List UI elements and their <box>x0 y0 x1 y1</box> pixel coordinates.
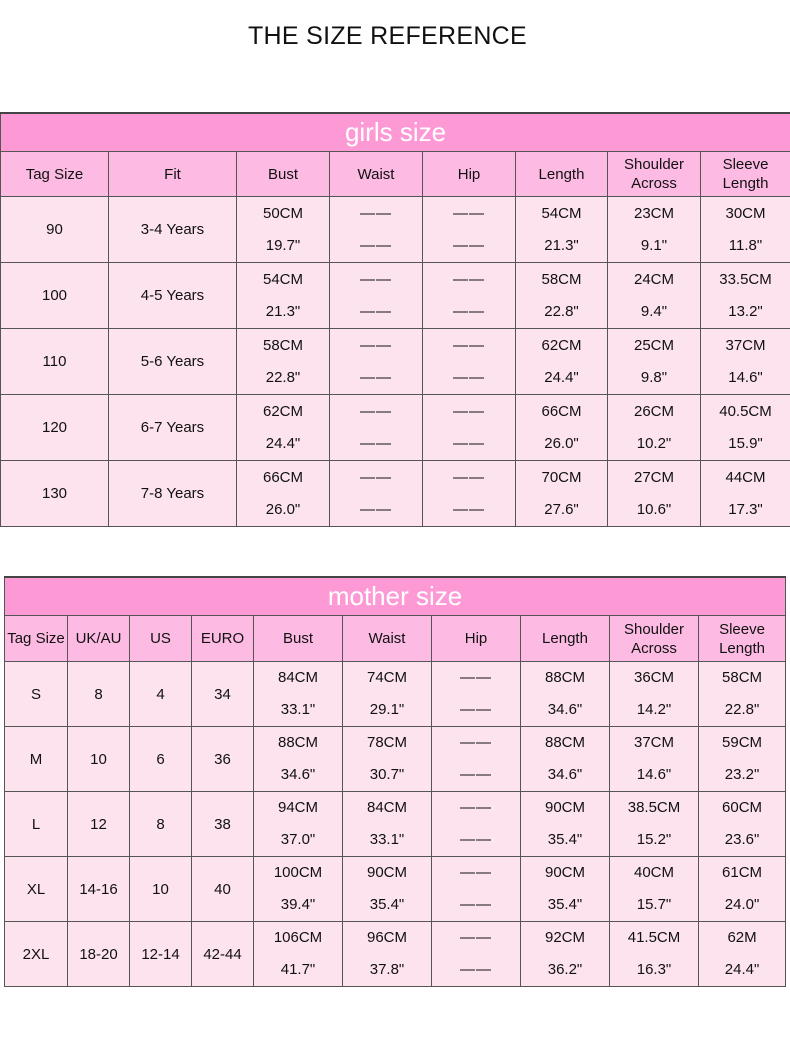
length-cell <box>521 857 610 922</box>
waist-cell-cm: 96CM <box>366 929 407 946</box>
sleeve-cell <box>699 792 786 857</box>
length-cell <box>516 461 608 527</box>
hip-cell-cm: —— <box>460 669 492 686</box>
waist-cell-inch: 29.1" <box>369 701 405 718</box>
waist-cell-cm: 78CM <box>366 734 407 751</box>
length-cell-cm: 54CM <box>541 204 582 222</box>
waist-cell <box>343 792 432 857</box>
bust-cell-cm: 62CM <box>262 402 303 420</box>
shoulder-cell-cm: 37CM <box>633 734 674 751</box>
table-row <box>5 792 786 857</box>
hip-cell-inch: —— <box>460 831 492 848</box>
length-cell-inch: 35.4" <box>547 896 583 913</box>
waist-cell-inch: —— <box>360 500 392 518</box>
waist-cell-inch: —— <box>360 236 392 254</box>
hip-cell-inch: —— <box>453 302 485 320</box>
bust-cell-cm: 54CM <box>262 270 303 288</box>
waist-cell <box>330 197 423 263</box>
length-cell-inch: 24.4" <box>544 368 579 386</box>
waist-cell-cm: 84CM <box>366 799 407 816</box>
hip-cell-cm: —— <box>453 204 485 222</box>
waist-cell-inch: —— <box>360 302 392 320</box>
length-cell <box>516 197 608 263</box>
tag-cell: 130 <box>1 461 109 527</box>
sleeve-cell-cm: 37CM <box>725 336 766 354</box>
waist-cell-inch: 30.7" <box>369 766 405 783</box>
fit-cell: 3-4 Years <box>109 197 237 263</box>
tag-cell: M <box>5 727 68 792</box>
sleeve-cell <box>701 329 790 395</box>
table-row <box>1 263 790 329</box>
length-cell-cm: 90CM <box>544 799 585 816</box>
hip-cell-cm: —— <box>460 734 492 751</box>
hip-cell <box>432 792 521 857</box>
sleeve-cell-inch: 14.6" <box>728 368 763 386</box>
column-header: Tag Size <box>5 616 68 662</box>
table-row <box>5 727 786 792</box>
fit-cell: 4-5 Years <box>109 263 237 329</box>
hip-cell-inch: —— <box>453 236 485 254</box>
length-cell <box>516 263 608 329</box>
waist-cell-cm: 90CM <box>366 864 407 881</box>
shoulder-cell-inch: 15.7" <box>636 896 672 913</box>
shoulder-cell-inch: 9.4" <box>640 302 668 320</box>
bust-cell-cm: 106CM <box>273 929 323 946</box>
bust-cell-inch: 37.0" <box>280 831 316 848</box>
column-header: Hip <box>432 616 521 662</box>
sleeve-cell-inch: 17.3" <box>728 500 763 518</box>
waist-cell-cm: —— <box>360 402 392 420</box>
waist-cell <box>330 329 423 395</box>
bust-cell-cm: 50CM <box>262 204 303 222</box>
fit-cell: 6-7 Years <box>109 395 237 461</box>
sleeve-cell-cm: 33.5CM <box>719 270 772 288</box>
column-header: Shoulder Across <box>610 616 699 662</box>
sleeve-cell <box>699 727 786 792</box>
us-cell: 6 <box>130 727 192 792</box>
length-cell-inch: 26.0" <box>544 434 579 452</box>
hip-cell-cm: —— <box>453 468 485 486</box>
bust-cell-inch: 34.6" <box>280 766 316 783</box>
hip-cell-cm: —— <box>460 799 492 816</box>
column-header: Sleeve Length <box>699 616 786 662</box>
length-cell-cm: 70CM <box>541 468 582 486</box>
bust-cell-cm: 84CM <box>277 669 318 686</box>
length-cell-inch: 34.6" <box>547 766 583 783</box>
table-row <box>1 329 790 395</box>
column-header: Bust <box>254 616 343 662</box>
sleeve-cell-cm: 44CM <box>725 468 766 486</box>
hip-cell-inch: —— <box>460 961 492 978</box>
sleeve-cell-cm: 58CM <box>722 669 763 686</box>
bust-cell <box>254 922 343 987</box>
hip-cell <box>423 395 516 461</box>
hip-cell-cm: —— <box>460 929 492 946</box>
waist-cell-inch: 33.1" <box>369 831 405 848</box>
shoulder-cell-cm: 24CM <box>633 270 674 288</box>
bust-cell <box>254 857 343 922</box>
length-cell <box>516 329 608 395</box>
length-cell-cm: 66CM <box>541 402 582 420</box>
sleeve-cell <box>701 461 790 527</box>
mother-header-row <box>5 616 786 662</box>
length-cell <box>521 662 610 727</box>
bust-cell-cm: 94CM <box>277 799 318 816</box>
page-title: THE SIZE REFERENCE <box>247 22 528 50</box>
table-row <box>1 395 790 461</box>
shoulder-cell-cm: 23CM <box>633 204 674 222</box>
waist-cell-inch: 37.8" <box>369 961 405 978</box>
tag-cell: 110 <box>1 329 109 395</box>
sleeve-cell-cm: 59CM <box>722 734 763 751</box>
hip-cell <box>432 662 521 727</box>
bust-cell <box>254 792 343 857</box>
shoulder-cell-inch: 10.6" <box>636 500 672 518</box>
hip-cell-inch: —— <box>460 766 492 783</box>
girls-header-row <box>1 152 790 197</box>
fit-cell: 7-8 Years <box>109 461 237 527</box>
us-cell: 10 <box>130 857 192 922</box>
hip-cell-cm: —— <box>453 270 485 288</box>
sleeve-cell-cm: 62M <box>727 929 757 946</box>
hip-cell <box>432 727 521 792</box>
length-cell-inch: 22.8" <box>544 302 579 320</box>
length-cell-inch: 36.2" <box>547 961 583 978</box>
bust-cell-inch: 41.7" <box>280 961 316 978</box>
sleeve-cell <box>701 395 790 461</box>
shoulder-cell-cm: 41.5CM <box>627 929 681 946</box>
sleeve-cell <box>701 263 790 329</box>
hip-cell-cm: —— <box>453 336 485 354</box>
length-cell-inch: 34.6" <box>547 701 583 718</box>
shoulder-cell-cm: 25CM <box>633 336 674 354</box>
shoulder-cell <box>610 727 699 792</box>
shoulder-cell-inch: 9.8" <box>640 368 668 386</box>
fit-cell: 5-6 Years <box>109 329 237 395</box>
mother-size-table <box>4 576 786 987</box>
waist-cell-inch: —— <box>360 434 392 452</box>
shoulder-cell-inch: 15.2" <box>636 831 672 848</box>
bust-cell-inch: 22.8" <box>265 368 301 386</box>
euro-cell: 42-44 <box>192 922 254 987</box>
length-cell <box>516 395 608 461</box>
sleeve-cell <box>699 662 786 727</box>
tag-cell: 90 <box>1 197 109 263</box>
column-header: Length <box>516 152 608 197</box>
column-header: UK/AU <box>68 616 130 662</box>
sleeve-cell-cm: 61CM <box>722 864 763 881</box>
length-cell-inch: 21.3" <box>544 236 579 254</box>
shoulder-cell-cm: 40CM <box>633 864 674 881</box>
column-header: Tag Size <box>1 152 109 197</box>
shoulder-cell-inch: 16.3" <box>636 961 672 978</box>
waist-cell <box>343 727 432 792</box>
sleeve-cell-inch: 23.2" <box>724 766 760 783</box>
column-header: Waist <box>343 616 432 662</box>
bust-cell <box>254 662 343 727</box>
ukau-cell: 12 <box>68 792 130 857</box>
shoulder-cell <box>610 792 699 857</box>
bust-cell <box>254 727 343 792</box>
tag-cell: 100 <box>1 263 109 329</box>
shoulder-cell <box>608 263 701 329</box>
bust-cell-inch: 33.1" <box>280 701 316 718</box>
column-header: Fit <box>109 152 237 197</box>
waist-cell <box>343 857 432 922</box>
column-header: US <box>130 616 192 662</box>
bust-cell-cm: 88CM <box>277 734 318 751</box>
shoulder-cell <box>608 197 701 263</box>
mother-banner-row <box>5 577 786 616</box>
sleeve-cell-inch: 15.9" <box>728 434 763 452</box>
ukau-cell: 10 <box>68 727 130 792</box>
length-cell-cm: 58CM <box>541 270 582 288</box>
bust-cell-cm: 66CM <box>262 468 303 486</box>
column-header: Shoulder Across <box>608 152 701 197</box>
length-cell <box>521 922 610 987</box>
ukau-cell: 14-16 <box>68 857 130 922</box>
sleeve-cell-inch: 24.4" <box>724 961 760 978</box>
waist-cell-cm: —— <box>360 336 392 354</box>
length-cell-cm: 88CM <box>544 734 585 751</box>
hip-cell-inch: —— <box>453 368 485 386</box>
hip-cell-inch: —— <box>453 434 485 452</box>
tag-cell: 120 <box>1 395 109 461</box>
shoulder-cell <box>610 857 699 922</box>
waist-cell-cm: —— <box>360 270 392 288</box>
sleeve-cell-cm: 40.5CM <box>719 402 772 420</box>
waist-cell <box>343 662 432 727</box>
mother-banner: mother size <box>5 577 786 616</box>
bust-cell-inch: 26.0" <box>265 500 301 518</box>
girls-banner: girls size <box>1 113 790 152</box>
shoulder-cell-inch: 14.6" <box>636 766 672 783</box>
shoulder-cell-inch: 9.1" <box>640 236 668 254</box>
column-header: Waist <box>330 152 423 197</box>
tag-cell: L <box>5 792 68 857</box>
euro-cell: 40 <box>192 857 254 922</box>
shoulder-cell-cm: 26CM <box>633 402 674 420</box>
sleeve-cell-inch: 24.0" <box>724 896 760 913</box>
waist-cell <box>330 263 423 329</box>
bust-cell-inch: 19.7" <box>265 236 301 254</box>
sleeve-cell <box>701 197 790 263</box>
hip-cell <box>432 857 521 922</box>
hip-cell <box>423 263 516 329</box>
length-cell-inch: 35.4" <box>547 831 583 848</box>
sleeve-cell-inch: 22.8" <box>724 701 760 718</box>
length-cell-cm: 92CM <box>544 929 585 946</box>
length-cell-inch: 27.6" <box>544 500 579 518</box>
hip-cell-inch: —— <box>453 500 485 518</box>
hip-cell <box>423 461 516 527</box>
bust-cell-cm: 58CM <box>262 336 303 354</box>
length-cell-cm: 90CM <box>544 864 585 881</box>
us-cell: 4 <box>130 662 192 727</box>
table-row <box>5 857 786 922</box>
us-cell: 12-14 <box>130 922 192 987</box>
sleeve-cell-inch: 23.6" <box>724 831 760 848</box>
shoulder-cell-cm: 38.5CM <box>627 799 681 816</box>
shoulder-cell <box>610 922 699 987</box>
column-header: Sleeve Length <box>701 152 790 197</box>
waist-cell-cm: 74CM <box>366 669 407 686</box>
column-header: Length <box>521 616 610 662</box>
column-header: Hip <box>423 152 516 197</box>
ukau-cell: 18-20 <box>68 922 130 987</box>
euro-cell: 34 <box>192 662 254 727</box>
column-header: Bust <box>237 152 330 197</box>
euro-cell: 38 <box>192 792 254 857</box>
length-cell <box>521 727 610 792</box>
sleeve-cell <box>699 857 786 922</box>
hip-cell <box>432 922 521 987</box>
shoulder-cell <box>608 395 701 461</box>
sleeve-cell-inch: 13.2" <box>728 302 763 320</box>
shoulder-cell-inch: 14.2" <box>636 701 672 718</box>
length-cell-cm: 88CM <box>544 669 585 686</box>
sleeve-cell-inch: 11.8" <box>728 236 763 254</box>
shoulder-cell-cm: 27CM <box>633 468 674 486</box>
table-row <box>5 922 786 987</box>
hip-cell-inch: —— <box>460 896 492 913</box>
hip-cell <box>423 329 516 395</box>
tag-cell: XL <box>5 857 68 922</box>
shoulder-cell-cm: 36CM <box>633 669 674 686</box>
sleeve-cell-cm: 60CM <box>722 799 763 816</box>
waist-cell <box>330 395 423 461</box>
table-row <box>1 461 790 527</box>
euro-cell: 36 <box>192 727 254 792</box>
sleeve-cell <box>699 922 786 987</box>
hip-cell-cm: —— <box>460 864 492 881</box>
bust-cell <box>237 395 330 461</box>
waist-cell <box>343 922 432 987</box>
tag-cell: S <box>5 662 68 727</box>
bust-cell-cm: 100CM <box>273 864 323 881</box>
shoulder-cell <box>608 329 701 395</box>
table-row <box>1 197 790 263</box>
shoulder-cell <box>610 662 699 727</box>
waist-cell-cm: —— <box>360 204 392 222</box>
ukau-cell: 8 <box>68 662 130 727</box>
bust-cell-inch: 39.4" <box>280 896 316 913</box>
tag-cell: 2XL <box>5 922 68 987</box>
bust-cell-inch: 21.3" <box>265 302 301 320</box>
column-header: EURO <box>192 616 254 662</box>
waist-cell-inch: —— <box>360 368 392 386</box>
waist-cell-inch: 35.4" <box>369 896 405 913</box>
shoulder-cell <box>608 461 701 527</box>
girls-banner-row <box>1 113 790 152</box>
length-cell <box>521 792 610 857</box>
girls-size-table <box>0 112 790 527</box>
table-row <box>5 662 786 727</box>
bust-cell <box>237 197 330 263</box>
hip-cell-cm: —— <box>453 402 485 420</box>
waist-cell <box>330 461 423 527</box>
shoulder-cell-inch: 10.2" <box>636 434 672 452</box>
bust-cell <box>237 461 330 527</box>
us-cell: 8 <box>130 792 192 857</box>
bust-cell-inch: 24.4" <box>265 434 301 452</box>
bust-cell <box>237 263 330 329</box>
bust-cell <box>237 329 330 395</box>
waist-cell-cm: —— <box>360 468 392 486</box>
hip-cell <box>423 197 516 263</box>
sleeve-cell-cm: 30CM <box>725 204 766 222</box>
length-cell-cm: 62CM <box>541 336 582 354</box>
hip-cell-inch: —— <box>460 701 492 718</box>
